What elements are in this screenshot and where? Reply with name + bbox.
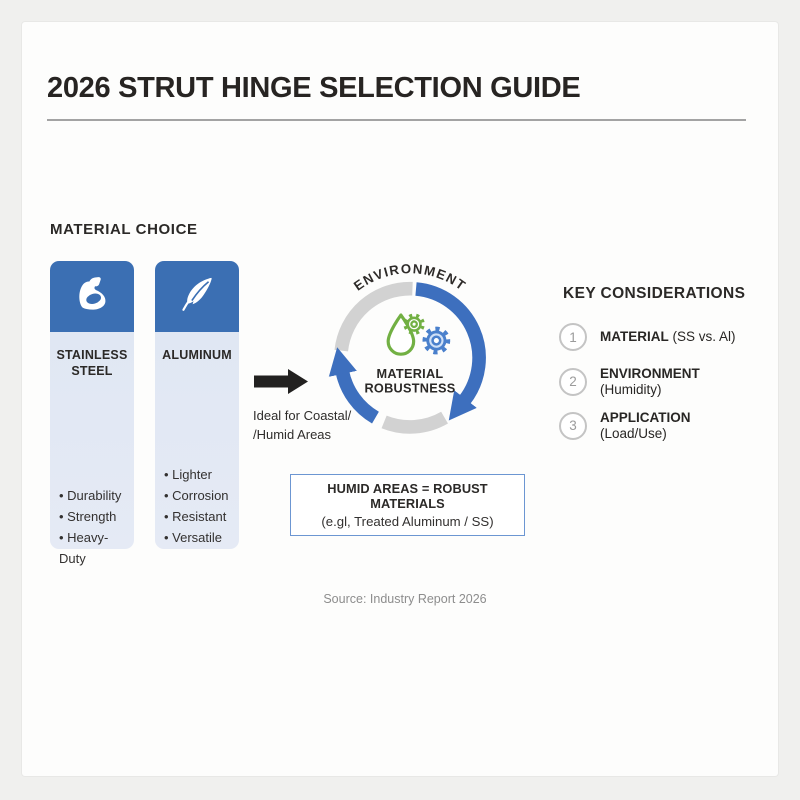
cycle-top-label: ENVIRONMENT: [350, 261, 470, 294]
key-consideration-text: [600, 366, 700, 398]
flow-caption-line2: /Humid Areas: [253, 426, 332, 442]
material-card-stainless-steel: [50, 261, 134, 566]
cycle-center-line2: ROBUSTNESS: [364, 380, 456, 396]
key-consideration-item-2: [559, 366, 700, 398]
key-consideration-detail: (Humidity): [600, 381, 662, 397]
key-consideration-text: [600, 329, 736, 345]
gear-icon: [424, 328, 449, 353]
card-title: STAINLESS STEEL: [56, 348, 128, 379]
key-consideration-detail: (Load/Use): [600, 425, 667, 441]
feather-icon: [175, 272, 219, 321]
page-title: 2026 STRUT HINGE SELECTION GUIDE: [47, 72, 581, 104]
humid-areas-callout: [290, 474, 525, 536]
bullet-item: • Strength: [59, 506, 132, 527]
key-considerations-heading: KEY CONSIDERATIONS: [563, 285, 746, 302]
bicep-icon: [70, 272, 114, 321]
title-divider: [47, 119, 746, 121]
bullet-item: • Versatile: [164, 527, 237, 548]
key-consideration-item-1: [559, 323, 736, 351]
bullet-item: • Lighter: [164, 464, 237, 485]
step-number-badge: 2: [559, 368, 587, 396]
key-consideration-title: ENVIRONMENT: [600, 366, 700, 381]
material-card-aluminum: [155, 261, 239, 549]
card-bullet-list: [59, 485, 132, 569]
bullet-item: • Corrosion: [164, 485, 237, 506]
step-number-badge: 3: [559, 412, 587, 440]
card-header: [50, 261, 134, 332]
key-consideration-title: MATERIAL: [600, 329, 669, 345]
cycle-center-line1: MATERIAL: [376, 365, 444, 381]
card-body: [155, 332, 239, 549]
step-number-badge: 1: [559, 323, 587, 351]
key-consideration-text: [600, 410, 691, 442]
bullet-item: • Durability: [59, 485, 132, 506]
callout-line1: HUMID AREAS = ROBUST MATERIALS: [327, 481, 488, 511]
card-header: [155, 261, 239, 332]
source-note: Source: Industry Report 2026: [323, 592, 487, 606]
bullet-item: • Heavy-Duty: [59, 527, 132, 569]
callout-line2: (e.gl, Treated Aluminum / SS): [321, 514, 494, 529]
material-choice-heading: MATERIAL CHOICE: [50, 221, 198, 238]
bullet-item: • Resistant: [164, 506, 237, 527]
flow-caption-line1: Ideal for Coastal/: [253, 408, 352, 423]
right-arrow-icon: [254, 369, 308, 399]
key-consideration-title: APPLICATION: [600, 410, 691, 425]
card-body: [50, 332, 134, 566]
card-bullet-list: [164, 464, 237, 548]
key-consideration-item-3: [559, 410, 691, 442]
card-title: ALUMINUM: [162, 348, 232, 362]
environment-cycle-diagram: [310, 253, 510, 454]
key-consideration-detail: (SS vs. Al): [672, 329, 736, 345]
